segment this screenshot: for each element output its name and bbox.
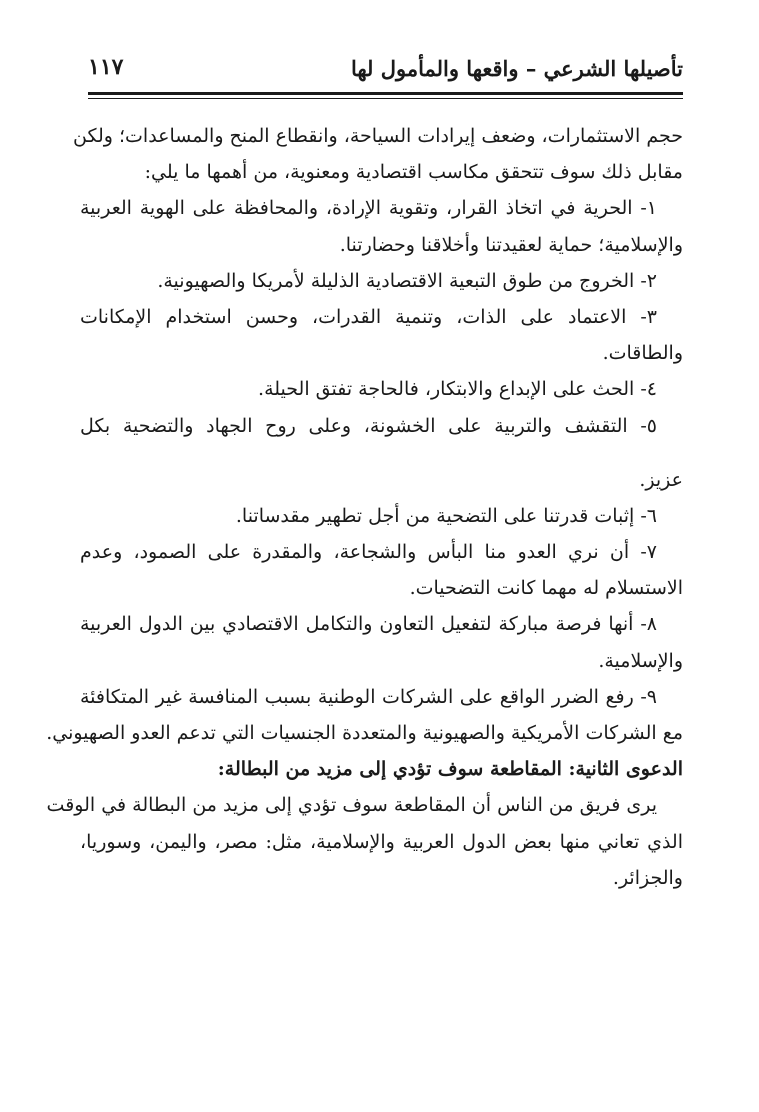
text-line: الذي تعاني منها بعض الدول العربية والإسلامية، مثل: مصر، واليمن، وسوريا، xyxy=(80,830,683,853)
header-rule-thin xyxy=(88,98,683,99)
running-header xyxy=(88,52,683,92)
text-line: ٢- الخروج من طوق التبعية الاقتصادية الذليلة لأمريكا والصهيونية. xyxy=(157,269,657,292)
text-line: مقابل ذلك سوف تتحقق مكاسب اقتصادية ومعنوية، من أهمها ما يلي: xyxy=(144,161,683,184)
section-heading: الدعوى الثانية: المقاطعة سوف تؤدي إلى مزيد من البطالة: xyxy=(217,758,683,781)
text-line: والطاقات. xyxy=(602,342,683,365)
text-line: ٦- إثبات قدرتنا على التضحية من أجل تطهير مقدساتنا. xyxy=(235,504,657,527)
page-number: ١١٧ xyxy=(88,54,124,80)
text-line: يرى فريق من الناس أن المقاطعة سوف تؤدي إلى مزيد من البطالة في الوقت xyxy=(46,794,657,817)
header-title: تأصيلها الشرعي – واقعها والمأمول لها xyxy=(350,56,683,81)
text-line: والإسلامية. xyxy=(598,649,683,672)
header-rule-thick xyxy=(88,92,683,95)
text-line: الاستسلام له مهما كانت التضحيات. xyxy=(409,577,683,600)
text-line: والإسلامية؛ حماية لعقيدتنا وأخلاقنا وحضارتنا. xyxy=(339,233,683,256)
line-gap xyxy=(80,444,683,462)
text-line: ٩- رفع الضرر الواقع على الشركات الوطنية بسبب المنافسة غير المتكافئة xyxy=(80,685,657,708)
text-line: والجزائر. xyxy=(612,866,683,889)
text-line: حجم الاستثمارات، وضعف إيرادات السياحة، وانقطاع المنح والمساعدات؛ ولكن xyxy=(73,125,683,147)
text-line: مع الشركات الأمريكية والصهيونية والمتعددة الجنسيات التي تدعم العدو الصهيوني. xyxy=(46,722,683,744)
text-line: ١- الحرية في اتخاذ القرار، وتقوية الإرادة، والمحافظة على الهوية العربية xyxy=(80,197,657,220)
text-line: عزيز. xyxy=(639,468,683,491)
text-line: ٧- أن نري العدو منا البأس والشجاعة، والمقدرة على الصمود، وعدم xyxy=(80,541,657,564)
text-line: ٥- التقشف والتربية على الخشونة، وعلى روح الجهاد والتضحية بكل xyxy=(80,414,657,437)
text-line: ٨- أنها فرصة مباركة لتفعيل التعاون والتكامل الاقتصادي بين الدول العربية xyxy=(80,613,657,636)
body-text xyxy=(46,118,683,896)
text-line: ٤- الحث على الإبداع والابتكار، فالحاجة تفتق الحيلة. xyxy=(258,378,657,401)
text-line: ٣- الاعتماد على الذات، وتنمية القدرات، وحسن استخدام الإمكانات xyxy=(80,305,657,328)
